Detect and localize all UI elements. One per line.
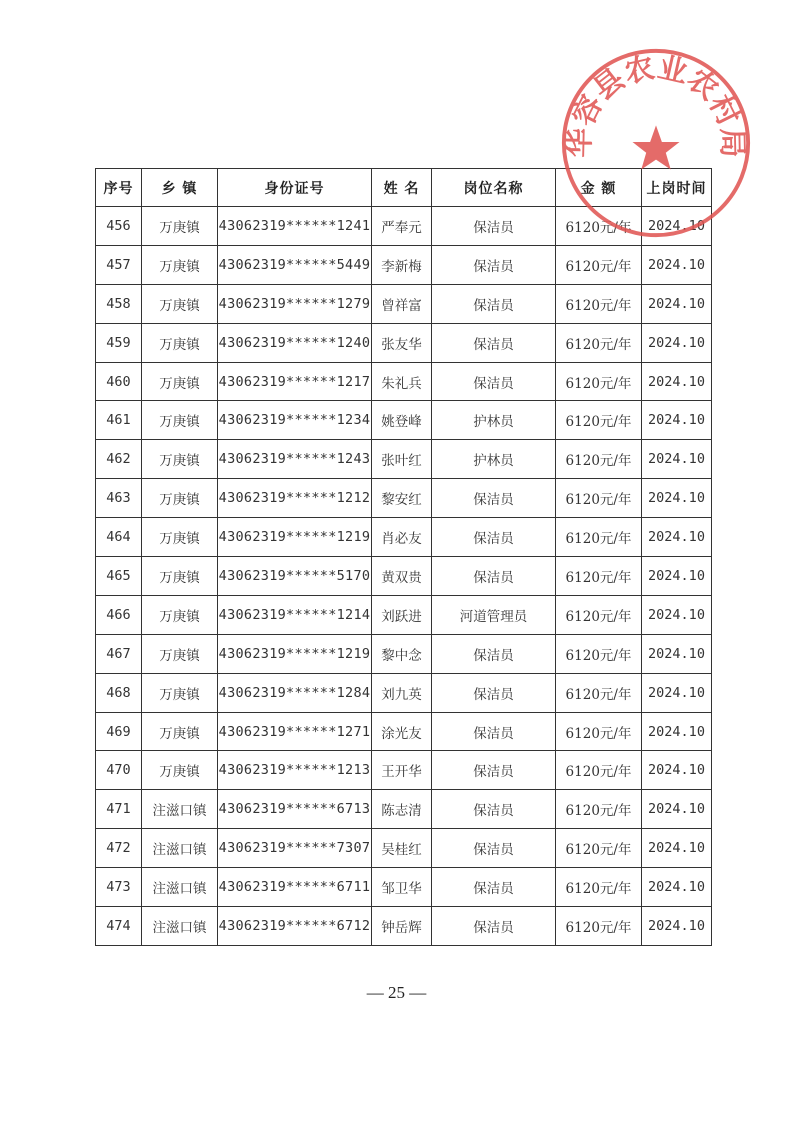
serial-cell: 464 <box>96 518 142 557</box>
amount-cell: 6120元/年 <box>556 790 642 829</box>
id-number-cell: 43062319******1243 <box>218 440 372 479</box>
seal-text: 华容县农业农村局 <box>562 50 750 158</box>
start-date-cell: 2024.10 <box>642 751 712 790</box>
amount-cell: 6120元/年 <box>556 440 642 479</box>
township-cell: 万庚镇 <box>142 207 218 246</box>
table-row <box>96 284 712 323</box>
position-cell: 保洁员 <box>432 634 556 673</box>
township-cell: 万庚镇 <box>142 440 218 479</box>
id-number-cell: 43062319******1217 <box>218 362 372 401</box>
position-cell: 保洁员 <box>432 323 556 362</box>
amount-cell: 6120元/年 <box>556 207 642 246</box>
table-row <box>96 245 712 284</box>
position-cell: 保洁员 <box>432 479 556 518</box>
start-date-cell: 2024.10 <box>642 245 712 284</box>
township-cell: 万庚镇 <box>142 557 218 596</box>
amount-cell: 6120元/年 <box>556 907 642 946</box>
serial-cell: 469 <box>96 712 142 751</box>
table-row <box>96 868 712 907</box>
table-row <box>96 829 712 868</box>
id-number-cell: 43062319******1240 <box>218 323 372 362</box>
table-row <box>96 440 712 479</box>
id-number-cell: 43062319******1279 <box>218 284 372 323</box>
name-cell: 刘跃进 <box>372 595 432 634</box>
serial-cell: 465 <box>96 557 142 596</box>
table-row <box>96 479 712 518</box>
header-township: 乡 镇 <box>142 169 218 207</box>
id-number-cell: 43062319******1234 <box>218 401 372 440</box>
position-cell: 保洁员 <box>432 673 556 712</box>
serial-cell: 468 <box>96 673 142 712</box>
amount-cell: 6120元/年 <box>556 712 642 751</box>
header-position: 岗位名称 <box>432 169 556 207</box>
table-row <box>96 907 712 946</box>
township-cell: 万庚镇 <box>142 401 218 440</box>
name-cell: 黎安红 <box>372 479 432 518</box>
id-number-cell: 43062319******1219 <box>218 634 372 673</box>
header-start-date: 上岗时间 <box>642 169 712 207</box>
serial-cell: 462 <box>96 440 142 479</box>
serial-cell: 461 <box>96 401 142 440</box>
page-number: — 25 — <box>366 983 427 1002</box>
position-cell: 保洁员 <box>432 362 556 401</box>
name-cell: 刘九英 <box>372 673 432 712</box>
position-cell: 保洁员 <box>432 284 556 323</box>
amount-cell: 6120元/年 <box>556 673 642 712</box>
id-number-cell: 43062319******6713 <box>218 790 372 829</box>
name-cell: 李新梅 <box>372 245 432 284</box>
name-cell: 朱礼兵 <box>372 362 432 401</box>
serial-cell: 472 <box>96 829 142 868</box>
start-date-cell: 2024.10 <box>642 362 712 401</box>
name-cell: 陈志清 <box>372 790 432 829</box>
start-date-cell: 2024.10 <box>642 790 712 829</box>
name-cell: 王开华 <box>372 751 432 790</box>
position-cell: 保洁员 <box>432 557 556 596</box>
serial-cell: 459 <box>96 323 142 362</box>
township-cell: 万庚镇 <box>142 323 218 362</box>
amount-cell: 6120元/年 <box>556 868 642 907</box>
township-cell: 万庚镇 <box>142 518 218 557</box>
township-cell: 万庚镇 <box>142 479 218 518</box>
name-cell: 肖必友 <box>372 518 432 557</box>
amount-cell: 6120元/年 <box>556 829 642 868</box>
table-row <box>96 634 712 673</box>
table-row <box>96 673 712 712</box>
serial-cell: 467 <box>96 634 142 673</box>
table-row <box>96 207 712 246</box>
start-date-cell: 2024.10 <box>642 518 712 557</box>
serial-cell: 456 <box>96 207 142 246</box>
start-date-cell: 2024.10 <box>642 829 712 868</box>
id-number-cell: 43062319******1214 <box>218 595 372 634</box>
id-number-cell: 43062319******6711 <box>218 868 372 907</box>
amount-cell: 6120元/年 <box>556 557 642 596</box>
header-name: 姓 名 <box>372 169 432 207</box>
position-cell: 保洁员 <box>432 868 556 907</box>
name-cell: 吴桂红 <box>372 829 432 868</box>
name-cell: 张友华 <box>372 323 432 362</box>
start-date-cell: 2024.10 <box>642 712 712 751</box>
start-date-cell: 2024.10 <box>642 440 712 479</box>
header-amount: 金 额 <box>556 169 642 207</box>
start-date-cell: 2024.10 <box>642 868 712 907</box>
amount-cell: 6120元/年 <box>556 479 642 518</box>
township-cell: 万庚镇 <box>142 245 218 284</box>
start-date-cell: 2024.10 <box>642 479 712 518</box>
id-number-cell: 43062319******1271 <box>218 712 372 751</box>
name-cell: 黎中念 <box>372 634 432 673</box>
serial-cell: 471 <box>96 790 142 829</box>
position-cell: 护林员 <box>432 440 556 479</box>
id-number-cell: 43062319******6712 <box>218 907 372 946</box>
amount-cell: 6120元/年 <box>556 284 642 323</box>
serial-cell: 473 <box>96 868 142 907</box>
serial-cell: 474 <box>96 907 142 946</box>
position-cell: 保洁员 <box>432 712 556 751</box>
township-cell: 注滋口镇 <box>142 907 218 946</box>
township-cell: 万庚镇 <box>142 673 218 712</box>
table-row <box>96 751 712 790</box>
amount-cell: 6120元/年 <box>556 634 642 673</box>
id-number-cell: 43062319******5170 <box>218 557 372 596</box>
name-cell: 严奉元 <box>372 207 432 246</box>
position-cell: 保洁员 <box>432 751 556 790</box>
amount-cell: 6120元/年 <box>556 323 642 362</box>
id-number-cell: 43062319******1212 <box>218 479 372 518</box>
table-header-row <box>96 169 712 207</box>
start-date-cell: 2024.10 <box>642 323 712 362</box>
amount-cell: 6120元/年 <box>556 245 642 284</box>
table-row <box>96 595 712 634</box>
name-cell: 钟岳辉 <box>372 907 432 946</box>
name-cell: 涂光友 <box>372 712 432 751</box>
id-number-cell: 43062319******7307 <box>218 829 372 868</box>
position-cell: 保洁员 <box>432 907 556 946</box>
table-row <box>96 323 712 362</box>
start-date-cell: 2024.10 <box>642 673 712 712</box>
amount-cell: 6120元/年 <box>556 518 642 557</box>
personnel-table <box>95 168 712 946</box>
serial-cell: 460 <box>96 362 142 401</box>
amount-cell: 6120元/年 <box>556 362 642 401</box>
township-cell: 万庚镇 <box>142 634 218 673</box>
header-id-number: 身份证号 <box>218 169 372 207</box>
amount-cell: 6120元/年 <box>556 595 642 634</box>
township-cell: 注滋口镇 <box>142 790 218 829</box>
start-date-cell: 2024.10 <box>642 284 712 323</box>
name-cell: 曾祥富 <box>372 284 432 323</box>
serial-cell: 470 <box>96 751 142 790</box>
table-row <box>96 518 712 557</box>
position-cell: 河道管理员 <box>432 595 556 634</box>
seal-star-icon <box>632 125 679 169</box>
table-row <box>96 712 712 751</box>
id-number-cell: 43062319******1241 <box>218 207 372 246</box>
name-cell: 姚登峰 <box>372 401 432 440</box>
table-row <box>96 790 712 829</box>
start-date-cell: 2024.10 <box>642 595 712 634</box>
township-cell: 注滋口镇 <box>142 868 218 907</box>
position-cell: 护林员 <box>432 401 556 440</box>
id-number-cell: 43062319******5449 <box>218 245 372 284</box>
name-cell: 黄双贵 <box>372 557 432 596</box>
township-cell: 万庚镇 <box>142 751 218 790</box>
serial-cell: 458 <box>96 284 142 323</box>
township-cell: 注滋口镇 <box>142 829 218 868</box>
amount-cell: 6120元/年 <box>556 751 642 790</box>
start-date-cell: 2024.10 <box>642 557 712 596</box>
serial-cell: 466 <box>96 595 142 634</box>
start-date-cell: 2024.10 <box>642 634 712 673</box>
township-cell: 万庚镇 <box>142 595 218 634</box>
name-cell: 邹卫华 <box>372 868 432 907</box>
start-date-cell: 2024.10 <box>642 907 712 946</box>
position-cell: 保洁员 <box>432 207 556 246</box>
serial-cell: 457 <box>96 245 142 284</box>
position-cell: 保洁员 <box>432 790 556 829</box>
header-serial: 序号 <box>96 169 142 207</box>
position-cell: 保洁员 <box>432 829 556 868</box>
table-row <box>96 557 712 596</box>
table-row <box>96 401 712 440</box>
id-number-cell: 43062319******1284 <box>218 673 372 712</box>
name-cell: 张叶红 <box>372 440 432 479</box>
serial-cell: 463 <box>96 479 142 518</box>
amount-cell: 6120元/年 <box>556 401 642 440</box>
id-number-cell: 43062319******1213 <box>218 751 372 790</box>
table-row <box>96 362 712 401</box>
township-cell: 万庚镇 <box>142 362 218 401</box>
township-cell: 万庚镇 <box>142 284 218 323</box>
start-date-cell: 2024.10 <box>642 207 712 246</box>
position-cell: 保洁员 <box>432 245 556 284</box>
position-cell: 保洁员 <box>432 518 556 557</box>
township-cell: 万庚镇 <box>142 712 218 751</box>
id-number-cell: 43062319******1219 <box>218 518 372 557</box>
start-date-cell: 2024.10 <box>642 401 712 440</box>
